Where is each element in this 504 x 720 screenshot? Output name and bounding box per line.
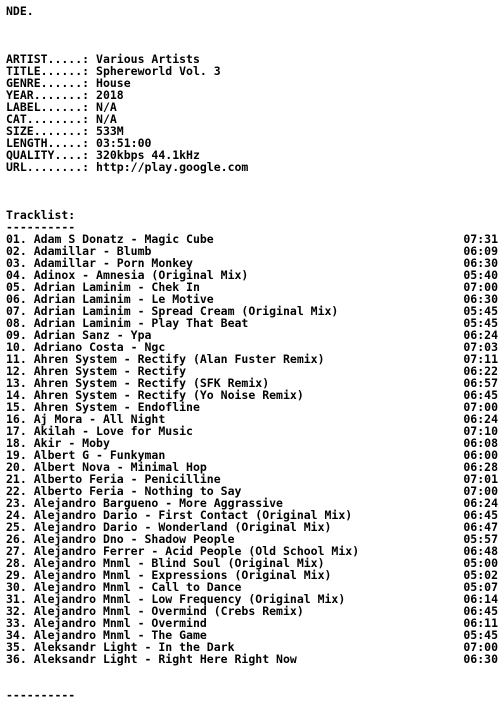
track-title: Alejandro Mnml - Call to Dance bbox=[33, 580, 242, 594]
track-duration: 06:57 bbox=[463, 376, 498, 390]
track-duration: 07:10 bbox=[463, 424, 498, 438]
track-number: 05. bbox=[6, 280, 27, 294]
track-duration: 06:09 bbox=[463, 244, 498, 258]
track-title: Ahren System - Endofline bbox=[33, 400, 200, 414]
track-entry bbox=[6, 653, 297, 665]
info-value: 2018 bbox=[96, 88, 124, 102]
track-title: Aleksandr Light - Right Here Right Now bbox=[33, 652, 297, 666]
info-value: Various Artists bbox=[96, 52, 200, 66]
track-title: Adrian Laminim - Spread Cream (Original Mix) bbox=[33, 304, 339, 318]
track-duration: 07:01 bbox=[463, 472, 498, 486]
track-number: 06. bbox=[6, 292, 27, 306]
track-duration: 06:48 bbox=[463, 544, 498, 558]
track-title: Adrian Laminim - Play That Beat bbox=[33, 316, 249, 330]
track-duration: 06:30 bbox=[463, 652, 498, 666]
track-title: Adrian Sanz - Ypa bbox=[33, 328, 152, 342]
track-number: 30. bbox=[6, 580, 27, 594]
track-duration: 06:45 bbox=[463, 604, 498, 618]
track-title: Ahren System - Rectify (SFK Remix) bbox=[33, 376, 270, 390]
track-title: Ahren System - Rectify bbox=[33, 364, 187, 378]
tracklist-heading: Tracklist: bbox=[6, 208, 76, 222]
track-number: 28. bbox=[6, 556, 27, 570]
track-number: 23. bbox=[6, 496, 27, 510]
info-key: SIZE.......: bbox=[6, 124, 90, 138]
track-duration: 07:00 bbox=[463, 484, 498, 498]
track-row bbox=[6, 653, 498, 665]
track-duration: 05:07 bbox=[463, 580, 498, 594]
track-duration: 06:24 bbox=[463, 412, 498, 426]
track-duration: 06:28 bbox=[463, 460, 498, 474]
track-title: Akilah - Love for Music bbox=[33, 424, 193, 438]
track-title: Aleksandr Light - In the Dark bbox=[33, 640, 235, 654]
info-key: CAT........: bbox=[6, 112, 90, 126]
tracklist-rule: ---------- bbox=[6, 220, 76, 234]
track-number: 31. bbox=[6, 592, 27, 606]
info-row bbox=[6, 161, 498, 173]
track-title: Ahren System - Rectify (Yo Noise Remix) bbox=[33, 388, 304, 402]
track-duration: 05:02 bbox=[463, 568, 498, 582]
info-value: 533M bbox=[96, 124, 124, 138]
track-number: 13. bbox=[6, 376, 27, 390]
track-title: Adamillar - Porn Monkey bbox=[33, 256, 193, 270]
track-title: Adrian Laminim - Chek In bbox=[33, 280, 200, 294]
spacer bbox=[6, 173, 498, 185]
track-title: Alejandro Mnml - The Game bbox=[33, 628, 207, 642]
spacer bbox=[6, 185, 498, 197]
spacer bbox=[6, 197, 498, 209]
info-key: GENRE......: bbox=[6, 76, 90, 90]
track-number: 12. bbox=[6, 364, 27, 378]
track-title: Alejandro Mnml - Low Frequency (Original Mix) bbox=[33, 592, 346, 606]
track-list bbox=[6, 233, 498, 665]
track-title: Adrian Laminim - Le Motive bbox=[33, 292, 214, 306]
track-number: 09. bbox=[6, 328, 27, 342]
track-number: 29. bbox=[6, 568, 27, 582]
track-number: 17. bbox=[6, 424, 27, 438]
group-tag: NDE. bbox=[6, 4, 34, 18]
track-title: Adinox - Amnesia (Original Mix) bbox=[33, 268, 249, 282]
track-duration: 06:00 bbox=[463, 448, 498, 462]
track-number: 03. bbox=[6, 256, 27, 270]
track-number: 36. bbox=[6, 652, 27, 666]
track-title: Adamillar - Blumb bbox=[33, 244, 152, 258]
track-number: 10. bbox=[6, 340, 27, 354]
track-number: 32. bbox=[6, 604, 27, 618]
track-title: Alberto Feria - Nothing to Say bbox=[33, 484, 242, 498]
track-number: 14. bbox=[6, 388, 27, 402]
track-number: 27. bbox=[6, 544, 27, 558]
track-duration: 05:57 bbox=[463, 532, 498, 546]
track-duration: 07:00 bbox=[463, 640, 498, 654]
track-duration: 07:03 bbox=[463, 340, 498, 354]
track-duration: 05:45 bbox=[463, 304, 498, 318]
info-value: 320kbps 44.1kHz bbox=[96, 148, 200, 162]
track-duration: 07:31 bbox=[463, 232, 498, 246]
info-key: YEAR.......: bbox=[6, 88, 90, 102]
track-number: 18. bbox=[6, 436, 27, 450]
track-number: 01. bbox=[6, 232, 27, 246]
info-value: http://play.google.com bbox=[96, 160, 249, 174]
track-number: 16. bbox=[6, 412, 27, 426]
info-key: TITLE......: bbox=[6, 64, 90, 78]
track-duration: 06:45 bbox=[463, 388, 498, 402]
track-title: Alejandro Mnml - Blind Soul (Original Mix) bbox=[33, 556, 325, 570]
track-title: Akir - Moby bbox=[33, 436, 110, 450]
nfo-document bbox=[6, 5, 498, 701]
track-duration: 06:45 bbox=[463, 508, 498, 522]
track-number: 02. bbox=[6, 244, 27, 258]
spacer bbox=[6, 665, 498, 677]
info-value: House bbox=[96, 76, 131, 90]
info-key: QUALITY....: bbox=[6, 148, 90, 162]
track-title: Alberto Feria - Penicilline bbox=[33, 472, 221, 486]
track-duration: 06:14 bbox=[463, 592, 498, 606]
track-title: Alejandro Mnml - Overmind bbox=[33, 616, 207, 630]
track-number: 19. bbox=[6, 448, 27, 462]
spacer bbox=[6, 677, 498, 689]
track-duration: 07:11 bbox=[463, 352, 498, 366]
track-title: Adam S Donatz - Magic Cube bbox=[33, 232, 214, 246]
track-duration: 06:30 bbox=[463, 292, 498, 306]
track-number: 04. bbox=[6, 268, 27, 282]
track-title: Alejandro Mnml - Overmind (Crebs Remix) bbox=[33, 604, 304, 618]
info-value: N/A bbox=[96, 112, 117, 126]
spacer bbox=[6, 29, 498, 41]
track-number: 11. bbox=[6, 352, 27, 366]
track-duration: 05:40 bbox=[463, 268, 498, 282]
track-duration: 07:00 bbox=[463, 280, 498, 294]
track-number: 26. bbox=[6, 532, 27, 546]
track-title: Alejandro Dario - Wonderland (Original Mix) bbox=[33, 520, 332, 534]
spacer bbox=[6, 17, 498, 29]
track-number: 25. bbox=[6, 520, 27, 534]
track-number: 07. bbox=[6, 304, 27, 318]
track-title: Adriano Costa - Ngc bbox=[33, 340, 166, 354]
info-key: URL........: bbox=[6, 160, 90, 174]
info-value: N/A bbox=[96, 100, 117, 114]
track-number: 33. bbox=[6, 616, 27, 630]
track-number: 35. bbox=[6, 640, 27, 654]
track-title: Alejandro Dno - Shadow People bbox=[33, 532, 235, 546]
track-title: Alejandro Dario - First Contact (Original Mix) bbox=[33, 508, 353, 522]
track-title: Albert G - Funkyman bbox=[33, 448, 166, 462]
track-number: 20. bbox=[6, 460, 27, 474]
track-duration: 06:24 bbox=[463, 496, 498, 510]
track-number: 22. bbox=[6, 484, 27, 498]
track-title: Alejandro Mnml - Expressions (Original Mix) bbox=[33, 568, 332, 582]
track-title: Albert Nova - Minimal Hop bbox=[33, 460, 207, 474]
info-value: Sphereworld Vol. 3 bbox=[96, 64, 221, 78]
footer-rule: ---------- bbox=[6, 688, 76, 702]
track-duration: 06:30 bbox=[463, 256, 498, 270]
track-number: 21. bbox=[6, 472, 27, 486]
track-duration: 05:45 bbox=[463, 316, 498, 330]
track-duration: 06:11 bbox=[463, 616, 498, 630]
track-number: 24. bbox=[6, 508, 27, 522]
track-title: Alejandro Bargueno - More Aggrassive bbox=[33, 496, 283, 510]
release-info bbox=[6, 53, 498, 173]
info-value: 03:51:00 bbox=[96, 136, 152, 150]
track-duration: 05:45 bbox=[463, 628, 498, 642]
track-number: 15. bbox=[6, 400, 27, 414]
track-duration: 07:00 bbox=[463, 400, 498, 414]
info-key: ARTIST.....: bbox=[6, 52, 90, 66]
track-duration: 06:08 bbox=[463, 436, 498, 450]
info-key: LENGTH.....: bbox=[6, 136, 90, 150]
track-duration: 06:24 bbox=[463, 328, 498, 342]
track-title: Alejandro Ferrer - Acid People (Old School Mix) bbox=[33, 544, 360, 558]
track-number: 34. bbox=[6, 628, 27, 642]
track-duration: 06:22 bbox=[463, 364, 498, 378]
track-duration: 05:00 bbox=[463, 556, 498, 570]
track-title: Aj Mora - All Night bbox=[33, 412, 166, 426]
track-number: 08. bbox=[6, 316, 27, 330]
track-duration: 06:47 bbox=[463, 520, 498, 534]
info-key: LABEL......: bbox=[6, 100, 90, 114]
track-title: Ahren System - Rectify (Alan Fuster Remix) bbox=[33, 352, 325, 366]
